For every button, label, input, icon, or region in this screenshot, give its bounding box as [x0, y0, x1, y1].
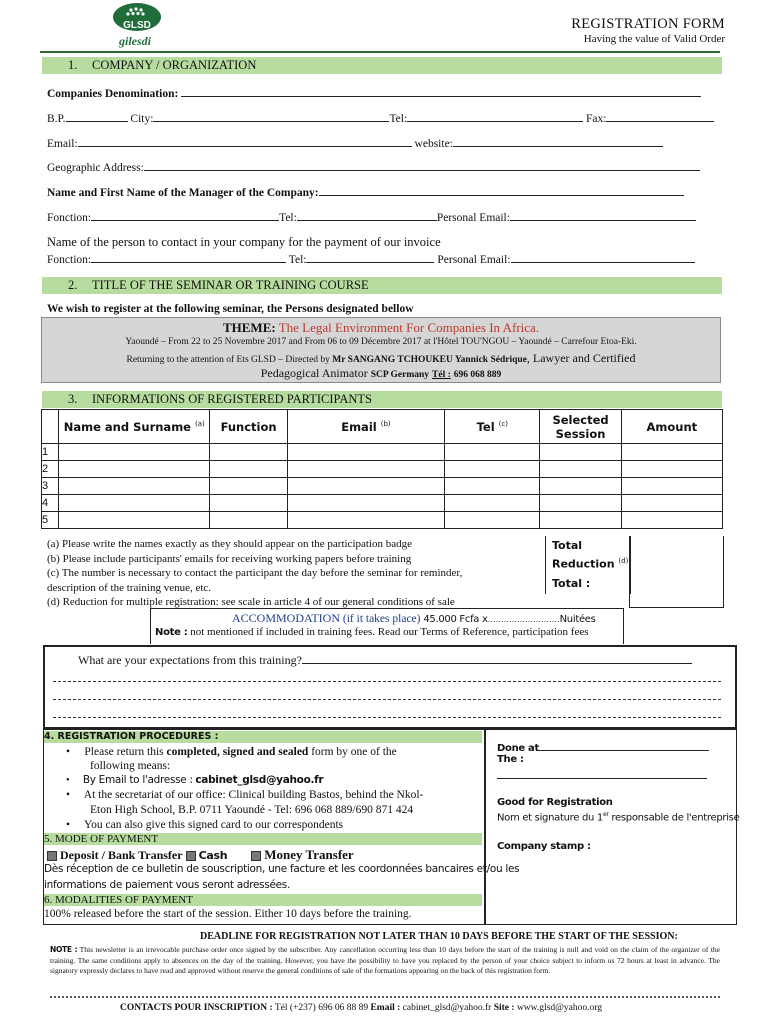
bullet-icon: • — [66, 819, 71, 831]
glsd-logo — [95, 0, 195, 52]
amount-cell[interactable] — [621, 495, 722, 512]
manager-function-row[interactable] — [47, 210, 696, 224]
col-email: Email $^{(b)}$ — [287, 410, 444, 444]
function-cell[interactable] — [210, 478, 287, 495]
company-stamp-area[interactable] — [490, 855, 730, 917]
footer-note — [50, 945, 720, 977]
email-cell[interactable] — [287, 495, 444, 512]
note-a: (a) Please write the names exactly as they should appear on the participation badge — [47, 538, 413, 550]
col-amount: Amount — [621, 410, 722, 444]
bp-label: B.P. — [47, 113, 66, 125]
accommodation-label: ACCOMMODATION — [232, 611, 341, 625]
col-name: Name and Surname $^{(a)}$ — [59, 410, 210, 444]
footer-note-label: NOTE : — [50, 945, 78, 954]
pedagogical-label: Pedagogical Animator — [260, 366, 368, 380]
scp-label: SCP Germany — [370, 370, 430, 380]
seminar-dates: Yaoundé – From 22 to 25 Novembre 2017 and From 06 to 09 Décembre 2017 at l'Hôtel TOU'NGOU – Yaoundé – Carrefour Etoa-Eki. — [125, 337, 637, 347]
website-input[interactable] — [453, 136, 663, 147]
expectations-question: What are your expectations from this training? — [78, 653, 302, 667]
document-title: REGISTRATION FORM — [571, 16, 725, 32]
fonction-label: Fonction: — [47, 212, 92, 224]
total-label: Total — [552, 539, 583, 552]
tel2-label: Tel: — [279, 212, 297, 224]
bullet-icon: • — [66, 775, 70, 786]
section-number: 1. — [68, 58, 78, 72]
registration-procedures-heading: 4. REGISTRATION PROCEDURES : — [44, 731, 482, 743]
cash-checkbox[interactable] — [186, 851, 196, 861]
email-input[interactable] — [78, 136, 412, 147]
session-cell[interactable] — [540, 512, 621, 529]
signature-label: Nom et signature du 1er responsable de l'entreprise — [497, 811, 740, 824]
session-cell[interactable] — [540, 495, 621, 512]
row-number: 1 — [42, 444, 59, 461]
contacts-line — [120, 1003, 602, 1013]
date-label: The : — [497, 754, 524, 765]
cash-option-label: Cash — [198, 849, 228, 862]
personal-email2-label: Personal Email: — [437, 254, 511, 266]
payment-info-line2: informations de paiement vous seront adressées. — [44, 879, 291, 891]
theme-value: The Legal Environment For Companies In Africa. — [278, 320, 540, 335]
table-header-row — [42, 410, 723, 444]
done-at-label: Done at — [497, 743, 539, 754]
amount-cell[interactable] — [621, 444, 722, 461]
table-row[interactable] — [42, 461, 723, 478]
companies-denomination-input[interactable] — [181, 86, 701, 97]
col-tel: Tel $^{(c)}$ — [445, 410, 540, 444]
tel-cell[interactable] — [445, 512, 540, 529]
note-text: not mentioned if included in training fees. Read our Terms of Reference, participation fees — [190, 626, 589, 638]
director-line — [42, 351, 720, 366]
tel-cell[interactable] — [445, 495, 540, 512]
note-c: (c) The number is necessary to contact the participant the day before the seminar for reminder, — [47, 567, 463, 579]
logo-text: GLSD — [123, 20, 151, 31]
deposit-checkbox[interactable] — [47, 851, 57, 861]
procedure-bullet-1-cont: following means: — [90, 760, 171, 772]
section-heading: INFORMATIONS OF REGISTERED PARTICIPANTS — [92, 392, 372, 406]
companies-denomination-row[interactable] — [47, 86, 701, 100]
tel3-label: Tel: — [288, 254, 307, 266]
note-b: (b) Please include participants' emails for receiving working papers before training — [47, 553, 412, 565]
name-cell[interactable] — [59, 495, 210, 512]
procedure-bullet-3-cont: Eton High School, B.P. 0711 Yaoundé - Tel: 696 068 889/690 871 424 — [90, 804, 414, 816]
done-at-input[interactable] — [539, 740, 709, 751]
amount-cell[interactable] — [621, 512, 722, 529]
section-seminar-bar — [42, 277, 722, 294]
tel-cell[interactable] — [445, 461, 540, 478]
contacts-email[interactable]: cabinet_glsd@yahoo.fr — [402, 1003, 492, 1013]
accommodation-note: (if it takes place) — [342, 613, 421, 625]
total2-label: Total : — [552, 577, 591, 590]
contacts-site[interactable]: www.glsd@yahoo.org — [516, 1003, 602, 1013]
bp-input[interactable] — [66, 111, 128, 122]
amount-cell[interactable] — [621, 478, 722, 495]
theme-line — [42, 320, 720, 336]
tel2-input[interactable] — [297, 210, 437, 221]
contacts-email-label: Email : — [370, 1003, 401, 1013]
section-heading: COMPANY / ORGANIZATION — [92, 58, 257, 72]
website-label: website: — [414, 138, 453, 150]
contacts-label: CONTACTS POUR INSCRIPTION : — [120, 1003, 273, 1013]
procedure-bullet-1: • Please return this completed, signed and sealed form by one of the — [66, 746, 397, 758]
modalities-text: 100% released before the start of the session. Either 10 days before the training. — [44, 908, 412, 920]
contact-function-row[interactable] — [47, 252, 695, 266]
bullet-icon: • — [66, 746, 71, 758]
companies-denomination-label: Companies Denomination: — [47, 88, 179, 100]
amount-cell[interactable] — [621, 461, 722, 478]
email-cell[interactable] — [287, 444, 444, 461]
footer-separator — [50, 996, 720, 998]
section-heading: TITLE OF THE SEMINAR OR TRAINING COURSE — [92, 278, 369, 292]
tel-cell[interactable] — [445, 478, 540, 495]
name-cell[interactable] — [59, 444, 210, 461]
money-transfer-checkbox[interactable] — [251, 851, 261, 861]
personal-email-label: Personal Email: — [436, 212, 510, 224]
theme-box — [41, 317, 721, 383]
fonction2-input[interactable] — [91, 252, 286, 263]
fonction2-label: Fonction: — [47, 254, 92, 266]
function-cell[interactable] — [210, 512, 287, 529]
section-number: 3. — [68, 392, 78, 406]
procedure-email-link[interactable]: cabinet_glsd@yahoo.fr — [195, 774, 324, 786]
deposit-option-label: Deposit / Bank Transfer — [60, 848, 183, 862]
money-transfer-option-label: Money Transfer — [264, 847, 354, 862]
done-at-row[interactable] — [497, 740, 709, 754]
return-prefix: Returning to the attention of Ets GLSD – Directed by — [126, 355, 330, 365]
note-c-cont: description of the training venue, etc. — [47, 582, 212, 594]
accommodation-unit: Nuitées — [559, 614, 596, 625]
email-cell[interactable] — [287, 478, 444, 495]
accommodation-line — [232, 611, 596, 626]
procedure-bullet-4: • You can also give this signed card to our correspondents — [66, 819, 344, 831]
total-amount-box[interactable] — [629, 536, 724, 608]
tel-cell[interactable] — [445, 444, 540, 461]
good-for-registration: Good for Registration — [497, 797, 613, 808]
contacts-site-label: Site : — [493, 1003, 515, 1013]
section-participants-bar — [42, 391, 722, 408]
theme-label: THEME: — [222, 320, 276, 335]
accommodation-note-line — [155, 626, 589, 638]
date-input[interactable] — [497, 778, 707, 779]
expectations-input[interactable] — [302, 653, 692, 664]
email-label: Email: — [47, 138, 78, 150]
session-cell[interactable] — [540, 478, 621, 495]
note-d: (d) Reduction for multiple registration: see scale in article 4 of our general conditions of sale — [47, 596, 455, 608]
tel3-input[interactable] — [306, 252, 434, 263]
header-divider — [40, 51, 720, 53]
modalities-heading: 6. MODALITIES OF PAYMENT — [44, 894, 482, 906]
geographic-address-row[interactable] — [47, 160, 700, 174]
email-website-row[interactable] — [47, 136, 663, 150]
seminar-intro: We wish to register at the following seminar, the Persons designated bellow — [47, 303, 414, 315]
director-name: Mr SANGANG TCHOUKEU Yannick Sédrique — [332, 355, 527, 365]
payment-options — [47, 847, 354, 863]
section-number: 2. — [68, 278, 78, 292]
accommodation-dots[interactable]: ……………………… — [487, 615, 560, 624]
company-stamp-label: Company stamp : — [497, 841, 591, 852]
geographic-address-input[interactable] — [144, 160, 700, 171]
mode-of-payment-heading: 5. MODE OF PAYMENT — [44, 833, 482, 845]
participants-table — [41, 409, 723, 529]
function-cell[interactable] — [210, 444, 287, 461]
name-cell[interactable] — [59, 512, 210, 529]
table-row[interactable] — [42, 478, 723, 495]
document-subtitle: Having the value of Valid Order — [583, 33, 725, 45]
manager-name-input[interactable] — [319, 185, 684, 196]
pedagogical-line — [42, 366, 720, 381]
expectations-line[interactable] — [53, 681, 721, 682]
city-input[interactable] — [153, 111, 389, 122]
section-company-bar — [42, 57, 722, 74]
row-number: 4 — [42, 495, 59, 512]
personal-email2-input[interactable] — [511, 252, 695, 263]
name-cell[interactable] — [59, 478, 210, 495]
personal-email-input[interactable] — [510, 210, 696, 221]
email-cell[interactable] — [287, 461, 444, 478]
expectations-line[interactable] — [53, 699, 721, 700]
session-cell[interactable] — [540, 461, 621, 478]
accommodation-price: 45.000 Fcfa x — [423, 614, 488, 625]
fax-input[interactable] — [606, 111, 714, 122]
table-row[interactable] — [42, 495, 723, 512]
bp-city-row[interactable] — [47, 111, 714, 125]
tel-label: Tel: — [389, 113, 408, 125]
fonction-input[interactable] — [91, 210, 279, 221]
manager-name-label: Name and First Name of the Manager of the Company: — [47, 187, 319, 199]
row-number: 5 — [42, 512, 59, 529]
reduction-label: Reduction $^{(d)}$ — [552, 557, 629, 571]
name-cell[interactable] — [59, 461, 210, 478]
logo-script: gilesdi — [119, 34, 151, 48]
deadline-text: DEADLINE FOR REGISTRATION NOT LATER THAN 10 DAYS BEFORE THE START OF THE SESSION: — [200, 931, 678, 942]
table-row[interactable] — [42, 512, 723, 529]
payment-info-line1: Dès réception de ce bulletin de souscription, une facture et les coordonnées bancaires et/ou les — [44, 863, 520, 875]
procedure-bullet-3: • At the secretariat of our office: Clinical building Bastos, behind the Nkol- — [66, 789, 424, 801]
email-cell[interactable] — [287, 512, 444, 529]
note-label: Note : — [155, 627, 188, 638]
tel-input[interactable] — [407, 111, 583, 122]
director-role: , Lawyer and Certified — [526, 351, 636, 365]
procedure-bullet-2: • By Email to l'adresse : cabinet_glsd@yahoo.fr — [66, 774, 324, 786]
session-cell[interactable] — [540, 444, 621, 461]
expectations-line[interactable] — [53, 717, 721, 718]
fax-label: Fax: — [586, 113, 607, 125]
row-number: 3 — [42, 478, 59, 495]
col-selected-session: Selected Session — [540, 410, 621, 444]
footer-note-text: This newsletter is an irrevocable purchase order once signed by the subscriber. Any cancellation occurring less than 10 days before the start of the training is null and void on the claim of the organizer of the training. The same conditions apply to absences on the day of the training. However, you have the possibility to have you replaced by the person of your choice subject to inform us 72 hours at least in advance. The signatory expressly declares to have read and approved without reserve the general conditions of sale of the formations appearing on the back of this registration form. — [50, 945, 720, 975]
contact-person-label: Name of the person to contact in your company for the payment of our invoice — [47, 235, 441, 249]
table-row[interactable] — [42, 444, 723, 461]
director-tel-label: Tél : — [432, 370, 451, 380]
bullet-icon: • — [66, 789, 71, 801]
director-tel-value: 696 068 889 — [453, 370, 502, 380]
city-label: City: — [130, 113, 154, 125]
function-cell[interactable] — [210, 461, 287, 478]
col-function: Function — [210, 410, 287, 444]
row-number: 2 — [42, 461, 59, 478]
manager-name-row[interactable] — [47, 185, 684, 199]
function-cell[interactable] — [210, 495, 287, 512]
geographic-address-label: Geographic Address: — [47, 162, 144, 174]
expectations-question-row[interactable] — [78, 653, 692, 668]
contacts-tel: Tél (+237) 696 06 88 89 — [274, 1003, 369, 1013]
totals-labels — [545, 536, 631, 594]
